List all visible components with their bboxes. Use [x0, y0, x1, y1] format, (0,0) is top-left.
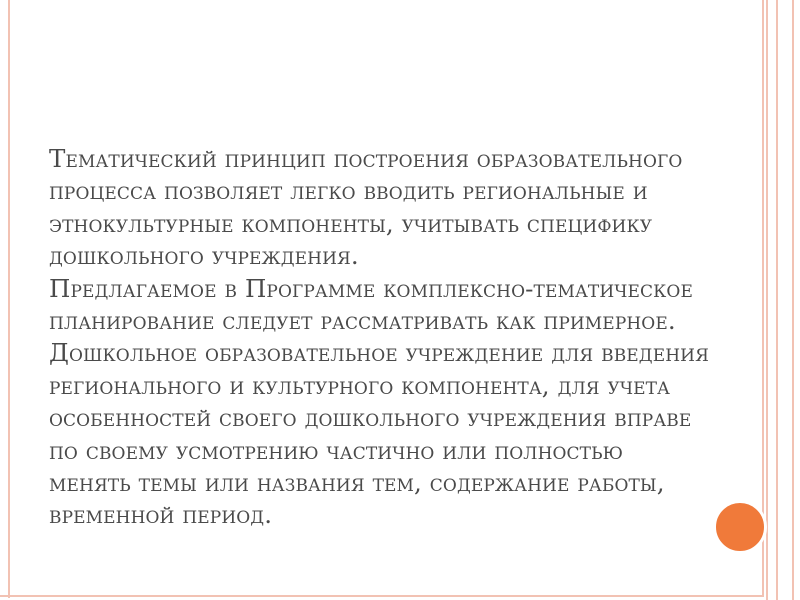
paragraph-3: Дошкольное образовательное учреждение для введения регионального и культурного компонента, для учета особенностей своего дошкольного учреждения вправе по своему усмотрению частично или полностью менять темы или названия тем, содержание работы, временной период. — [49, 338, 709, 530]
paragraph-1: Тематический принцип построения образовательного процесса позволяет легко вводить региональные и этнокультурные компоненты, учитывать специфику дошкольного учреждения. — [49, 144, 683, 271]
paragraph-2: Предлагаемое в Программе комплексно-тематическое планирование следует рассматривать как примерное. — [49, 273, 693, 336]
decorative-rail-1 — [766, 0, 768, 600]
frame-left-line — [8, 0, 10, 598]
slide-body-text — [49, 143, 709, 532]
orange-circle-decoration — [713, 500, 767, 554]
decorative-rail-3 — [792, 0, 794, 600]
decorative-rail-2 — [776, 0, 778, 600]
